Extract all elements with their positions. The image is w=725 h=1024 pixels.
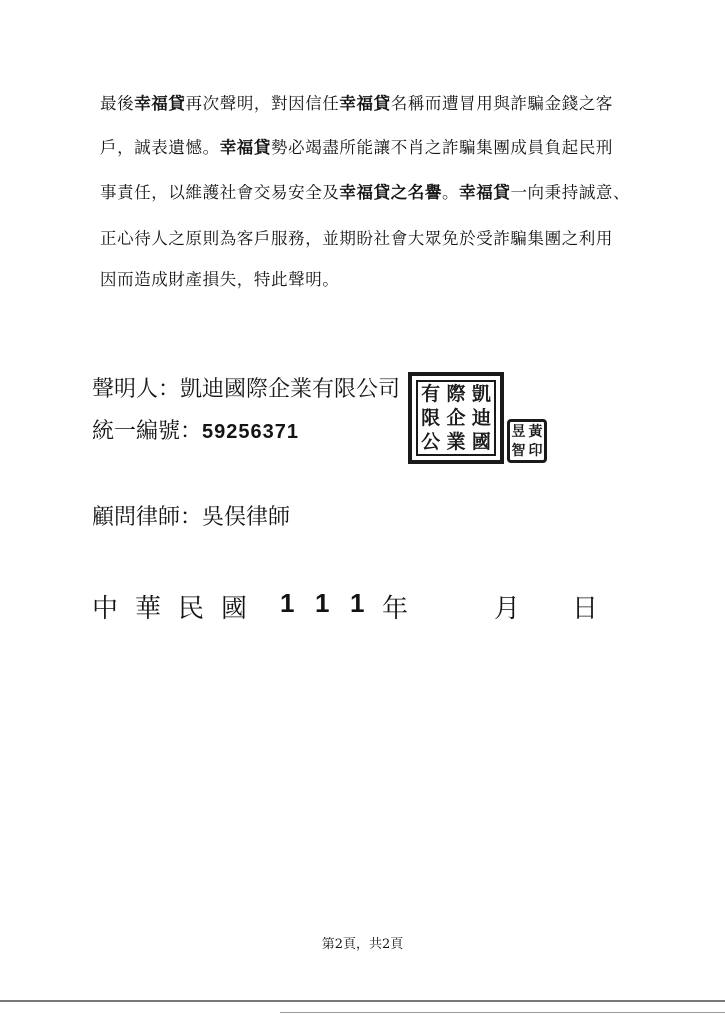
lawyer-name: 吳俣律師 [202, 505, 291, 530]
declarant-name: 凱迪國際企業有限公司 [180, 377, 401, 402]
date-year-unit: 年 [382, 594, 409, 624]
scan-edge-line [280, 1012, 725, 1013]
brand-name-text: 幸福貸 [459, 183, 511, 202]
statement-text: 一向秉持誠意、 [510, 183, 631, 202]
statement-line-2 [100, 138, 613, 158]
brand-name-text: 幸福貸 [219, 138, 272, 157]
date-day-unit: 日 [572, 594, 599, 624]
seal-char: 企 [446, 406, 466, 429]
declarant-line [92, 372, 400, 403]
declarant-label: 聲明人： [92, 377, 181, 402]
tax-id-value: 59256371 [202, 421, 299, 443]
seal-char: 國 [471, 430, 491, 453]
statement-text: 再次聲明，對因信任 [185, 94, 340, 113]
statement-line-3 [100, 183, 630, 203]
date-year: 111 [280, 588, 387, 618]
seal-char: 際 [446, 382, 466, 405]
company-seal-chars [416, 380, 496, 456]
statement-text: 最後 [100, 94, 135, 113]
brand-name-text: 幸福貸之名譽 [339, 183, 443, 202]
seal-char: 業 [446, 430, 466, 453]
seal-char: 凱 [471, 382, 491, 405]
date-era: 中華民國 [92, 594, 265, 624]
statement-text: 正心待人之原則為客戶服務，並期盼社會大眾免於受詐騙集團之利用 [100, 229, 613, 248]
seal-char: 黃 [528, 423, 543, 440]
seal-char: 公 [421, 430, 441, 453]
statement-text: 戶，誠表遺憾。 [100, 138, 220, 157]
seal-char: 有 [421, 382, 441, 405]
lawyer-line [92, 500, 290, 531]
seal-char: 智 [511, 442, 526, 459]
seal-char: 迪 [471, 406, 491, 429]
scan-edge-line [0, 1000, 725, 1002]
statement-text: 名稱而遭冒用與詐騙金錢之客 [390, 94, 614, 113]
lawyer-label: 顧問律師： [92, 505, 203, 530]
statement-line-1 [100, 94, 613, 114]
date-month-unit: 月 [494, 594, 521, 624]
statement-text: 。 [442, 183, 460, 202]
seal-char: 昱 [511, 423, 526, 440]
statement-line-4 [100, 229, 613, 249]
personal-seal [507, 419, 547, 463]
seal-char: 印 [528, 442, 543, 459]
statement-text: 事責任，以維護社會交易安全及 [100, 183, 340, 202]
statement-line-5 [100, 270, 339, 290]
page-number: 第2頁，共2頁 [321, 937, 404, 952]
brand-name-text: 幸福貸 [339, 94, 391, 113]
seal-char: 限 [421, 406, 441, 429]
tax-id-label: 統一編號： [92, 419, 203, 444]
brand-name-text: 幸福貸 [134, 94, 186, 113]
company-seal [408, 372, 504, 464]
statement-text: 因而造成財產損失，特此聲明。 [100, 270, 340, 289]
statement-text: 勢必竭盡所能讓不肖之詐騙集團成員負起民刑 [271, 138, 614, 157]
tax-id-line [92, 414, 299, 445]
